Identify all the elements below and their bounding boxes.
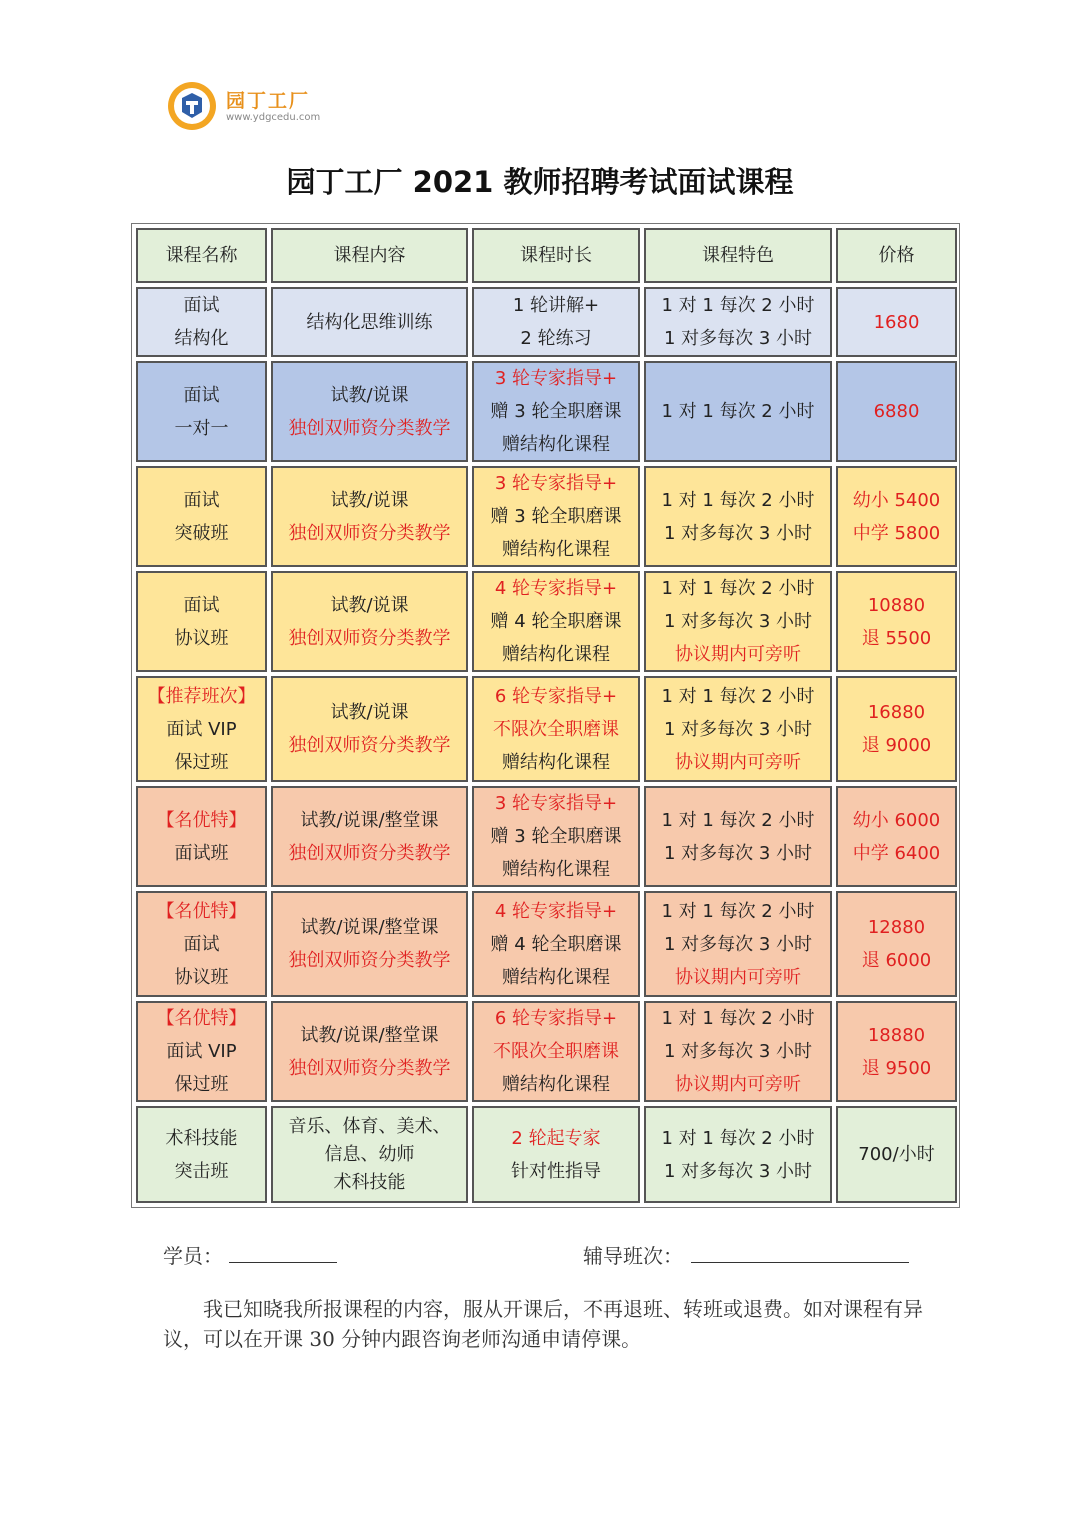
row9-content: 音乐、体育、美术、 信息、幼师 术科技能 [271, 1106, 468, 1203]
row4-price: 10880 退 5500 [836, 571, 957, 672]
row2-duration: 3 轮专家指导+ 赠 3 轮全职磨课 赠结构化课程 [472, 361, 640, 462]
row6-name: 【名优特】 面试班 [136, 786, 267, 887]
row1-price: 1680 [836, 287, 957, 357]
header-price: 价格 [836, 228, 957, 283]
row9-features: 1 对 1 每次 2 小时 1 对多每次 3 小时 [644, 1106, 832, 1203]
row4-name: 面试 协议班 [136, 571, 267, 672]
row3-price: 幼小 5400 中学 5800 [836, 466, 957, 567]
row2-price: 6880 [836, 361, 957, 462]
row5-duration: 6 轮专家指导+ 不限次全职磨课 赠结构化课程 [472, 676, 640, 782]
row4-content: 试教/说课 独创双师资分类教学 [271, 571, 468, 672]
row7-content: 试教/说课/整堂课 独创双师资分类教学 [271, 891, 468, 997]
class-field[interactable] [691, 1262, 909, 1263]
row7-price: 12880 退 6000 [836, 891, 957, 997]
row9-name: 术科技能 突击班 [136, 1106, 267, 1203]
row1-features: 1 对 1 每次 2 小时 1 对多每次 3 小时 [644, 287, 832, 357]
row4-features: 1 对 1 每次 2 小时 1 对多每次 3 小时 协议期内可旁听 [644, 571, 832, 672]
row2-name: 面试 一对一 [136, 361, 267, 462]
row8-content: 试教/说课/整堂课 独创双师资分类教学 [271, 1001, 468, 1102]
notice-text: 我已知晓我所报课程的内容，服从开课后，不再退班、转班或退费。如对课程有异议，可以在开课 30 分钟内跟咨询老师沟通申请停课。 [163, 1297, 923, 1351]
header-duration: 课程时长 [472, 228, 640, 283]
row3-duration: 3 轮专家指导+ 赠 3 轮全职磨课 赠结构化课程 [472, 466, 640, 567]
row7-features: 1 对 1 每次 2 小时 1 对多每次 3 小时 协议期内可旁听 [644, 891, 832, 997]
row7-duration: 4 轮专家指导+ 赠 4 轮全职磨课 赠结构化课程 [472, 891, 640, 997]
brand-logo [166, 80, 336, 132]
row3-name: 面试 突破班 [136, 466, 267, 567]
brand-url: www.ydgcedu.com [226, 112, 321, 123]
row8-duration: 6 轮专家指导+ 不限次全职磨课 赠结构化课程 [472, 1001, 640, 1102]
row1-duration: 1 轮讲解+ 2 轮练习 [472, 287, 640, 357]
row5-name: 【推荐班次】 面试 VIP 保过班 [136, 676, 267, 782]
class-label: 辅导班次： [583, 1244, 683, 1268]
row6-content: 试教/说课/整堂课 独创双师资分类教学 [271, 786, 468, 887]
row4-duration: 4 轮专家指导+ 赠 4 轮全职磨课 赠结构化课程 [472, 571, 640, 672]
row2-content: 试教/说课 独创双师资分类教学 [271, 361, 468, 462]
page-title: 园丁工厂 2021 教师招聘考试面试课程 [286, 165, 794, 199]
course-table [131, 223, 960, 1208]
row5-features: 1 对 1 每次 2 小时 1 对多每次 3 小时 协议期内可旁听 [644, 676, 832, 782]
row6-duration: 3 轮专家指导+ 赠 3 轮全职磨课 赠结构化课程 [472, 786, 640, 887]
row5-content: 试教/说课 独创双师资分类教学 [271, 676, 468, 782]
header-name: 课程名称 [136, 228, 267, 283]
row3-features: 1 对 1 每次 2 小时 1 对多每次 3 小时 [644, 466, 832, 567]
row6-price: 幼小 6000 中学 6400 [836, 786, 957, 887]
row9-duration: 2 轮起专家 针对性指导 [472, 1106, 640, 1203]
row8-price: 18880 退 9500 [836, 1001, 957, 1102]
header-features: 课程特色 [644, 228, 832, 283]
row1-content: 结构化思维训练 [271, 287, 468, 357]
header-content: 课程内容 [271, 228, 468, 283]
student-field[interactable] [229, 1262, 337, 1263]
logo-cube-icon [166, 80, 218, 132]
row7-name: 【名优特】 面试 协议班 [136, 891, 267, 997]
student-label: 学员： [163, 1244, 223, 1268]
row6-features: 1 对 1 每次 2 小时 1 对多每次 3 小时 [644, 786, 832, 887]
row8-name: 【名优特】 面试 VIP 保过班 [136, 1001, 267, 1102]
brand-name: 园丁工厂 [226, 90, 311, 112]
row3-content: 试教/说课 独创双师资分类教学 [271, 466, 468, 567]
row2-features: 1 对 1 每次 2 小时 [644, 361, 832, 462]
row8-features: 1 对 1 每次 2 小时 1 对多每次 3 小时 协议期内可旁听 [644, 1001, 832, 1102]
row5-price: 16880 退 9000 [836, 676, 957, 782]
row9-price: 700/小时 [836, 1106, 957, 1203]
row1-name: 面试 结构化 [136, 287, 267, 357]
